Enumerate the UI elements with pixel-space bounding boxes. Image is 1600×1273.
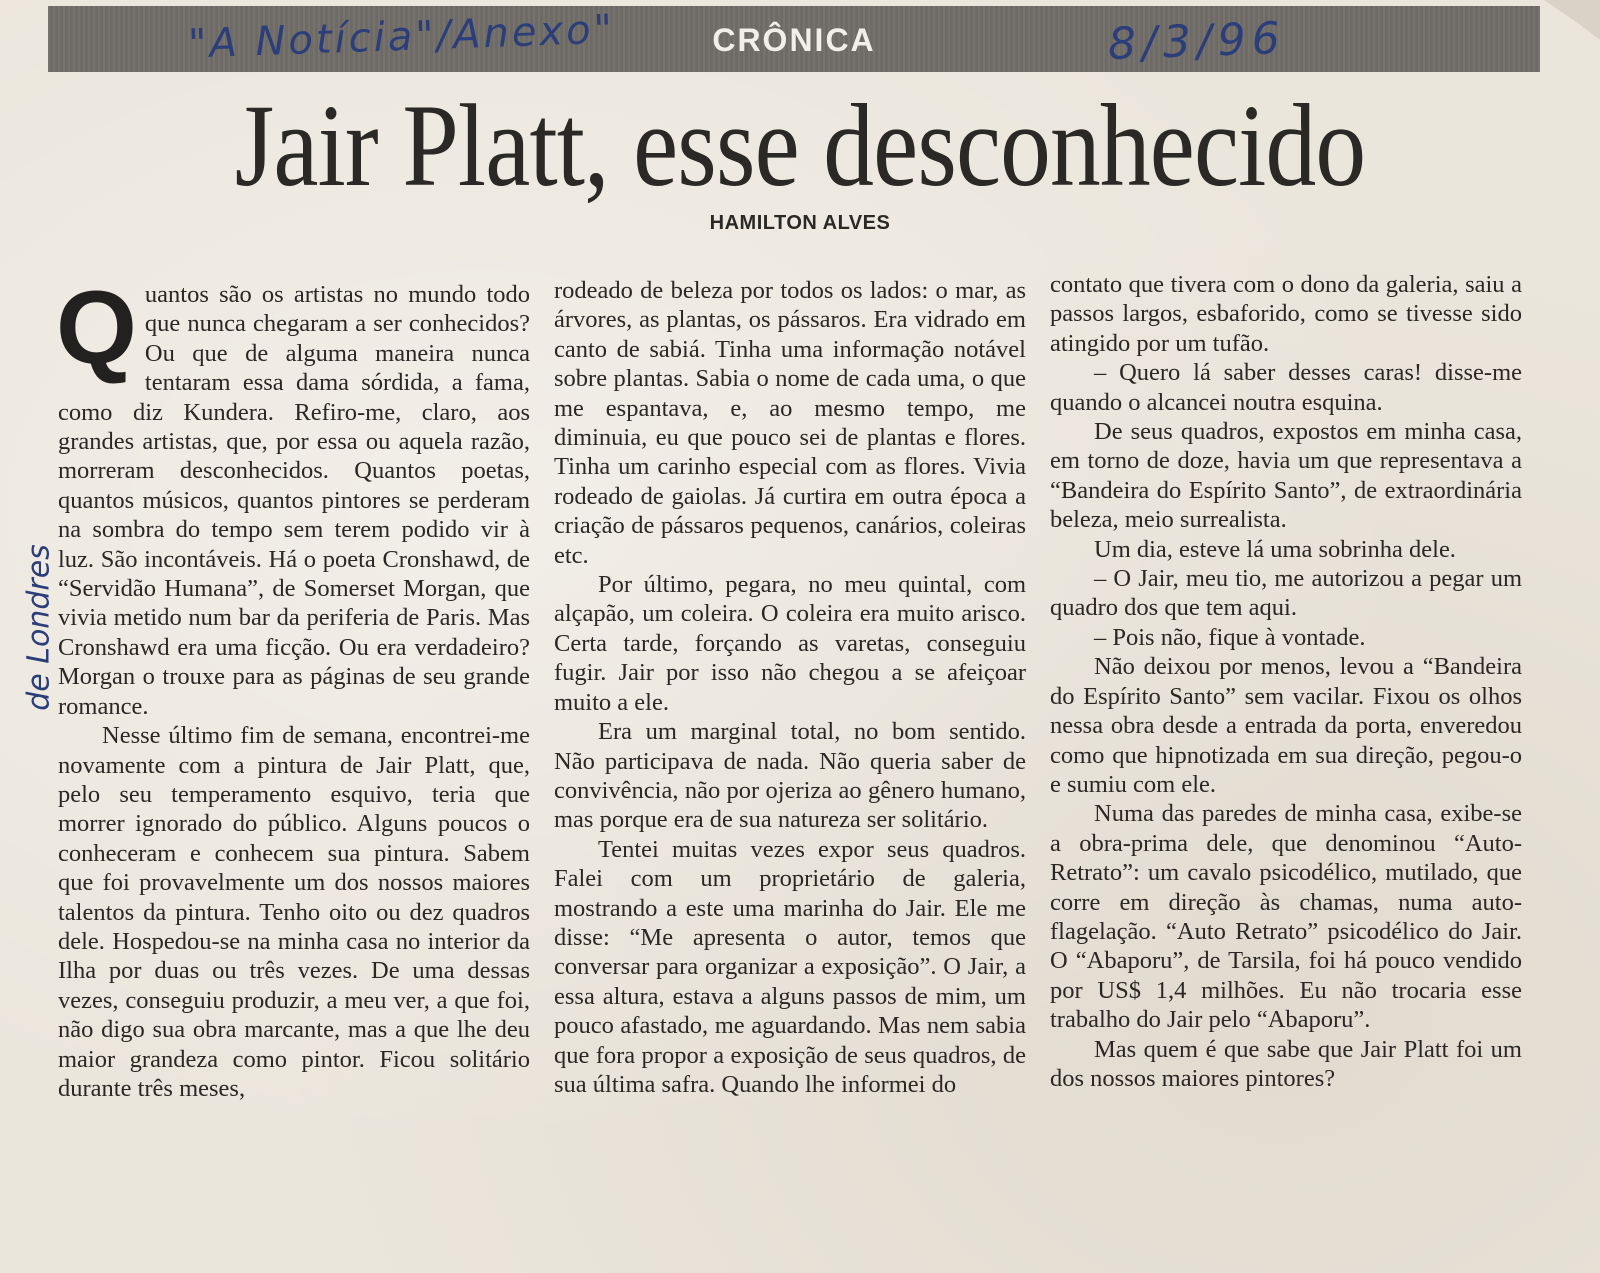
- column-3-paragraph: – Quero lá saber desses caras! disse-me quando o alcancei noutra esquina.: [1050, 359, 1522, 416]
- handwritten-source-note: "A Notícia"/Anexo": [187, 6, 616, 68]
- column-3-paragraph: Um dia, esteve lá uma sobrinha dele.: [1094, 535, 1456, 563]
- handwritten-margin-note: [14, 520, 57, 730]
- article-column-2: [554, 276, 1026, 1099]
- torn-corner: [1530, 0, 1600, 40]
- column-3-paragraph: Não deixou por menos, levou a “Bandeira do Espírito Santo” sem vacilar. Fixou os olhos nessa obra desde a entrada da porta, enveredou como que hipnotizada em sua direção, pegou-o e sumiu com ele.: [1050, 653, 1522, 798]
- column-3-paragraph: – O Jair, meu tio, me autorizou a pegar um quadro dos que tem aqui.: [1050, 565, 1522, 622]
- column-3-paragraph: De seus quadros, expostos em minha casa, em torno de doze, havia um que representava a “Bandeira do Espírito Santo”, de extraordinária beleza, meio surrealista.: [1050, 418, 1522, 534]
- drop-cap: Q: [56, 270, 137, 386]
- column-2-paragraph: Por último, pegara, no meu quintal, com alçapão, um coleira. O coleira era muito arisco. Certa tarde, forçando as varetas, conseguiu fugir. Jair por isso não chegou a se afeiçoar muito a ele.: [554, 571, 1026, 716]
- column-2-paragraph: rodeado de beleza por todos os lados: o mar, as árvores, as plantas, os pássaros. Era vidrado em canto de sabiá. Tinha uma informação notável sobre plantas. Sabia o nome de cada uma, o que me espantava, e, ao mesmo tempo, me diminuia, eu que pouco sei de plantas e flores. Tinha um carinho especial com as flores. Vivia rodeado de gaiolas. Já curtira em outra época a criação de pássaros pequenos, canários, coleiras etc.: [554, 277, 1026, 569]
- column-3-paragraph: contato que tivera com o dono da galeria, saiu a passos largos, esbaforido, como se tivesse sido atingido por um tufão.: [1050, 271, 1522, 357]
- article-headline: Jair Platt, esse desconhecido: [234, 80, 1366, 211]
- column-2-paragraph: Era um marginal total, no bom sentido. Não participava de nada. Não queria saber de convivência, não por ojeriza ao gênero humano, mas porque era de sua natureza ser solitário.: [554, 718, 1026, 834]
- column-1-paragraph: Nesse último fim de semana, encontrei-me novamente com a pintura de Jair Platt, que, pelo seu temperamento esquivo, teria que morrer ignorado do público. Alguns poucos o conheceram e conhecem sua pintura. Sabem que foi provavelmente um dos nossos maiores talentos da pintura. Tenho oito ou dez quadros dele. Hospedou-se na minha casa no interior da Ilha por duas ou três vezes. De uma dessas vezes, conseguiu produzir, a meu ver, a que foi, não digo sua obra marcante, mas a que lhe deu maior grandeza como pintor. Ficou solitário durante três meses,: [58, 722, 530, 1102]
- column-3-paragraph: Mas quem é que sabe que Jair Platt foi um dos nossos maiores pintores?: [1050, 1035, 1522, 1092]
- column-3-paragraph: Numa das paredes de minha casa, exibe-se a obra-prima dele, que denominou “Auto-Retrato”: um cavalo psicodélico, mutilado, que corre em direção às chamas, numa auto-flagelação. “Auto Retrato” psicodélico do Jair. O “Abaporu”, de Tarsila, foi há pouco vendido por US$ 1,4 milhões. Eu não trocaria esse trabalho do Jair pelo “Abaporu”.: [1050, 800, 1522, 1034]
- article-column-1: [56, 270, 530, 1103]
- handwritten-date-note: 8/3/96: [1107, 12, 1287, 71]
- paragraph-text: uantos são os artistas no mundo todo que nunca chegaram a ser conhecidos? Ou que de alguma maneira nunca tentaram essa dama sórdida, a fama, como diz Kundera. Refiro-me, claro, aos grandes artistas, que, por essa ou aquela razão, morreram desconhecidos. Quantos poetas, quantos músicos, quantos pintores se perderam na sombra do tempo sem terem podido vir à luz. São incontáveis. Há o poeta Cronshawd, de “Servidão Humana”, de Somerset Morgan, que vivia metido num bar da periferia de Paris. Mas Cronshawd era uma ficção. Ou era verdadeiro? Morgan o trouxe para as páginas de seu grande romance.: [58, 281, 530, 720]
- margin-note-text: de Londres: [21, 544, 57, 711]
- section-label: CRÔNICA: [712, 22, 876, 58]
- column-1-paragraph: [56, 270, 530, 721]
- article-column-3: [1050, 270, 1522, 1093]
- section-header-bar: [48, 6, 1540, 72]
- article-byline: HAMILTON ALVES: [709, 212, 891, 234]
- column-2-paragraph: Tentei muitas vezes expor seus quadros. Falei com um proprietário de galeria, mostrando a este uma marinha do Jair. Ele me disse: “Me apresenta o autor, temos que conversar para organizar a exposição”. O Jair, a essa altura, estava a alguns passos de mim, um pouco afastado, me aguardando. Mas nem sabia que fora propor a exposição de seus quadros, de sua última safra. Quando lhe informei do: [554, 835, 1026, 1098]
- column-3-paragraph: – Pois não, fique à vontade.: [1094, 623, 1366, 651]
